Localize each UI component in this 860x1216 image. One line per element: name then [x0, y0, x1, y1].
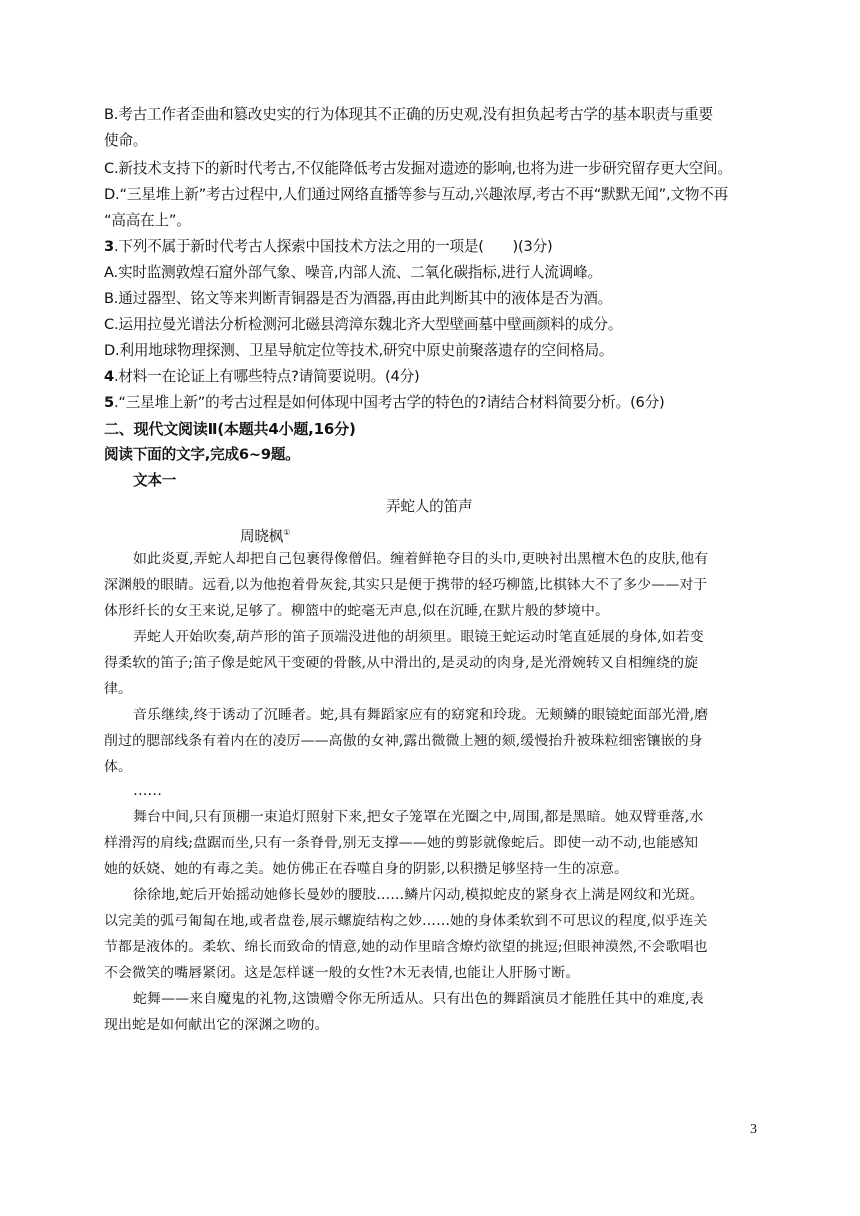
passage-line: 节都是液体的。柔软、绵长而致命的情意,她的动作里暗含燎灼欲望的挑逗;但眼神漠然,不会歌唱也 [104, 939, 708, 955]
question-number: 5 [104, 394, 114, 411]
passage-line: 深渊般的眼睛。远看,以为他抱着骨灰瓮,其实只是便于携带的轻巧柳篮,比棋钵大不了多少——对于 [104, 577, 708, 593]
q3-option-d: D.利用地球物理探测、卫星导航定位等技术,研究中原史前聚落遗存的空间格局。 [104, 342, 614, 359]
passage-line: 体形纤长的女王来说,足够了。柳篮中的蛇毫无声息,似在沉睡,在默片般的梦境中。 [104, 603, 610, 619]
question-number: 4 [104, 368, 114, 385]
option-d-line2: “高高在上”。 [104, 212, 191, 229]
reading-instruction: 阅读下面的文字,完成6~9题。 [104, 446, 300, 463]
question-stem: .下列不属于新时代考古人探索中国技术方法之用的一项是( )(3分) [113, 238, 553, 255]
passage-line: 现出蛇是如何献出它的深渊之吻的。 [104, 1017, 329, 1033]
passage-line: 音乐继续,终于诱动了沉睡者。蛇,具有舞蹈家应有的窈窕和玲珑。无颊鳞的眼镜蛇面部光滑,磨 [133, 707, 709, 723]
passage-line: 弄蛇人开始吹奏,葫芦形的笛子顶端没进他的胡须里。眼镜王蛇运动时笔直延展的身体,如若变 [133, 629, 704, 645]
footnote-marker: ① [283, 528, 291, 537]
q3-option-a: A.实时监测敦煌石窟外部气象、噪音,内部人流、二氧化碳指标,进行人流调峰。 [104, 264, 602, 281]
question-stem: .“三星堆上新”的考古过程是如何体现中国考古学的特色的?请结合材料简要分析。(6分) [113, 394, 665, 411]
passage-line: 样滑泻的肩线;盘踞而坐,只有一条脊骨,别无支撑——她的剪影就像蛇后。即使一动不动,也能感知 [104, 835, 699, 851]
passage-title: 弄蛇人的笛声 [386, 498, 473, 515]
passage-author [240, 522, 440, 548]
author-name: 周晓枫 [240, 528, 284, 545]
option-c: C.新技术支持下的新时代考古,不仅能降低考古发掘对遗迹的影响,也将为进一步研究留存更大空间。 [104, 160, 732, 177]
question-number: 3 [104, 238, 114, 255]
question-5 [104, 392, 764, 414]
passage-line: 律。 [104, 681, 133, 697]
passage-line: 她的妖娆、她的有毒之美。她仿佛正在吞噬自身的阴影,以积攒足够坚持一生的凉意。 [104, 861, 629, 877]
text-label: 文本一 [133, 472, 177, 489]
section-heading: 二、现代文阅读Ⅱ(本题共4小题,16分) [104, 420, 356, 438]
passage-line: 蛇舞——来自魔鬼的礼物,这馈赠令你无所适从。只有出色的舞蹈演员才能胜任其中的难度,表 [133, 991, 704, 1007]
ellipsis: …… [133, 782, 162, 799]
passage-line: 以完美的弧弓匍匐在地,或者盘卷,展示螺旋结构之妙……她的身体柔软到不可思议的程度,似乎连关 [104, 913, 708, 929]
q3-option-b: B.通过器型、铭文等来判断青铜器是否为酒器,再由此判断其中的液体是否为酒。 [104, 290, 613, 307]
question-stem: .材料一在论证上有哪些特点?请简要说明。(4分) [113, 368, 420, 385]
question-4 [104, 366, 764, 388]
passage-line: 舞台中间,只有顶棚一束追灯照射下来,把女子笼罩在光圈之中,周围,都是黑暗。她双臂垂落,水 [133, 809, 704, 825]
passage-line: 如此炎夏,弄蛇人却把自己包裹得像僧侣。缠着鲜艳夺目的头巾,更映衬出黑檀木色的皮肤,他有 [133, 551, 709, 567]
q3-option-c: C.运用拉曼光谱法分析检测河北磁县湾漳东魏北齐大型壁画墓中壁画颜料的成分。 [104, 316, 623, 333]
passage-line: 体。 [104, 759, 133, 775]
page-number: 3 [750, 1122, 757, 1137]
question-3 [104, 236, 764, 258]
option-b-line1: B.考古工作者歪曲和篡改史实的行为体现其不正确的历史观,没有担负起考古学的基本职责与重要 [104, 106, 713, 123]
passage-line: 徐徐地,蛇后开始摇动她修长曼妙的腰肢……鳞片闪动,模拟蛇皮的紧身衣上满是网纹和光斑。 [133, 887, 704, 903]
option-d-line1: D.“三星堆上新”考古过程中,人们通过网络直播等参与互动,兴趣浓厚,考古不再“默默无闻”,文物不再 [104, 186, 729, 203]
option-b-line2: 使命。 [104, 132, 148, 149]
passage-line: 得柔软的笛子;笛子像是蛇风干变硬的骨骸,从中滑出的,是灵动的肉身,是光滑婉转又自相缠绕的旋 [104, 655, 699, 671]
passage-line: 不会微笑的嘴唇紧闭。这是怎样谜一般的女性?木无表情,也能让人肝肠寸断。 [104, 965, 580, 981]
passage-line: 削过的腮部线条有着内在的凌厉——高傲的女神,露出微微上翘的颏,缓慢抬升被珠粒细密镶嵌的身 [104, 733, 703, 749]
